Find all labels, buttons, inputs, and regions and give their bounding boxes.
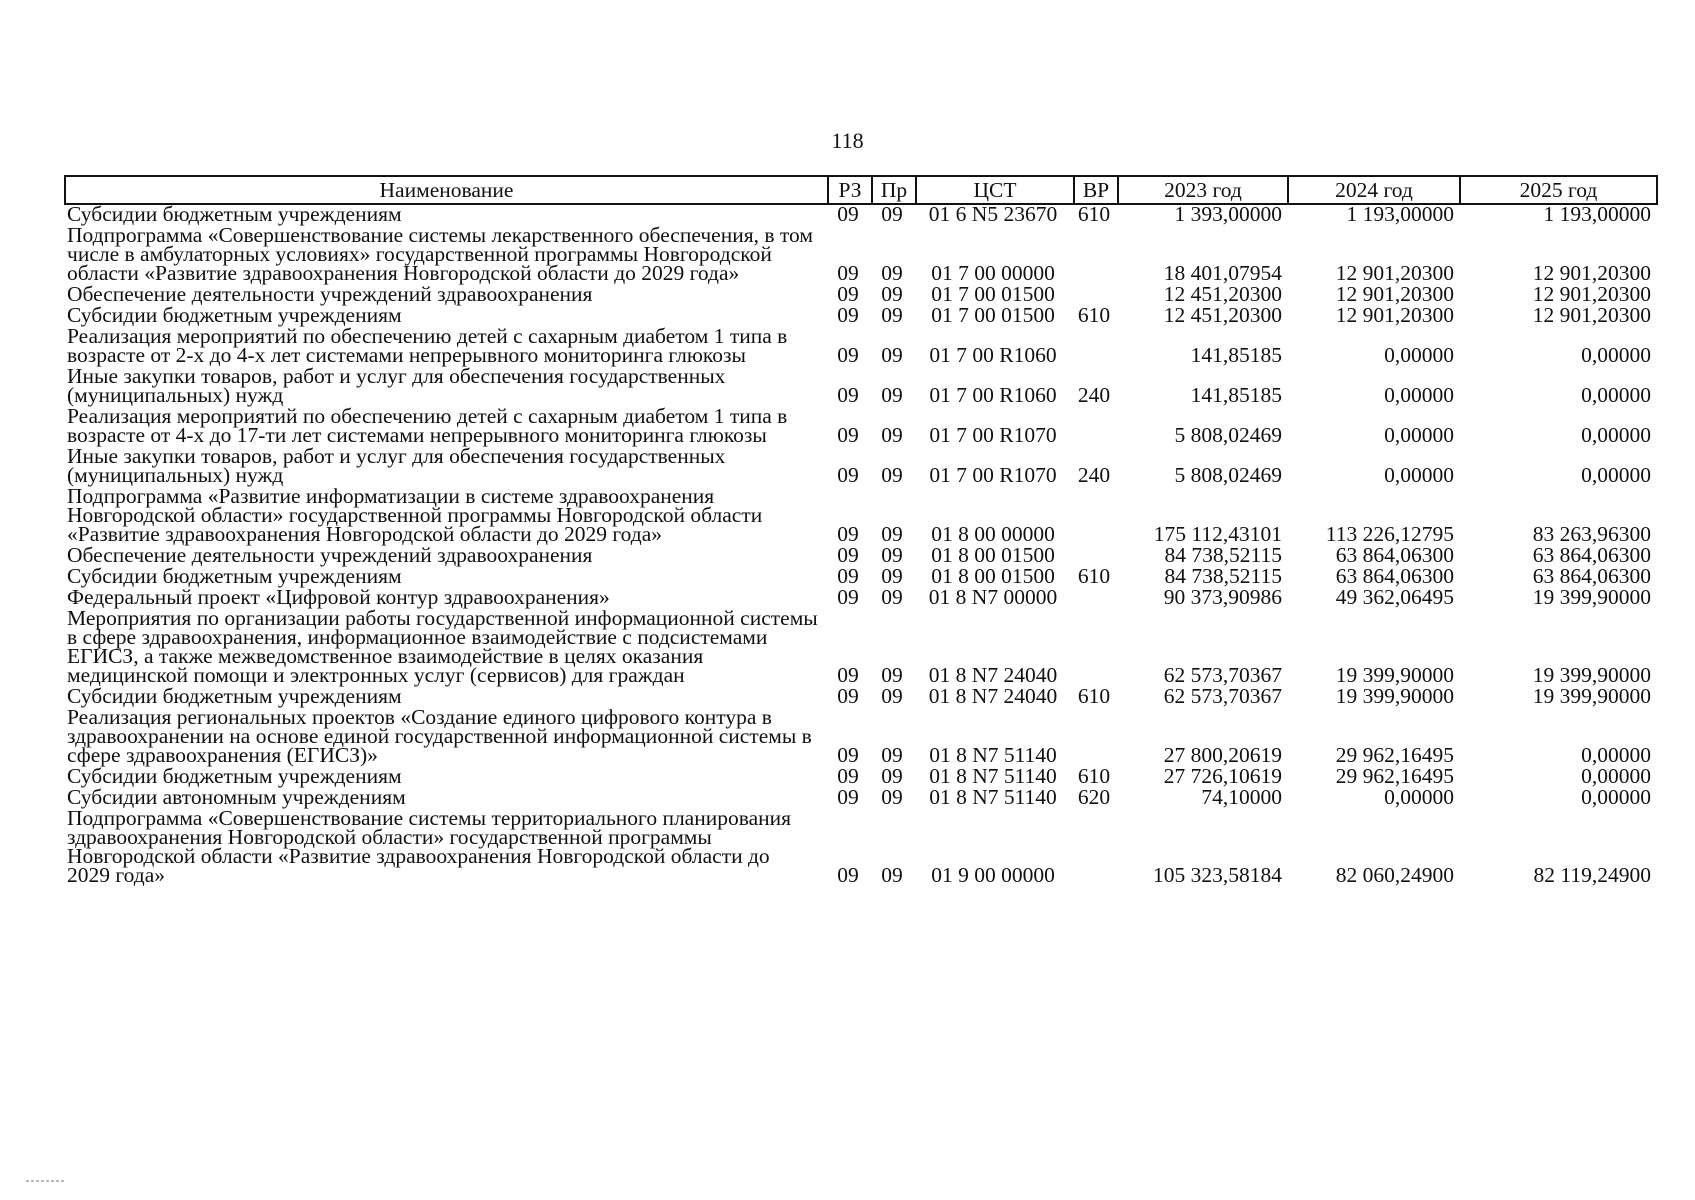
table-row [65,407,1657,447]
cell-cst: 01 8 N7 00000 [928,585,1058,609]
header-2025: 2025 год [1460,176,1657,204]
cell-2024: 0,00000 [1384,785,1454,809]
cell-2025: 0,00000 [1581,743,1651,767]
cell-rz: 09 [837,543,859,567]
cell-2024: 82 060,24900 [1335,863,1454,887]
cell-cst: 01 8 N7 51140 [929,764,1057,788]
cell-2025: 63 864,06300 [1532,543,1651,567]
cell-vr [1074,327,1118,367]
cell-vr: 610 [1077,764,1111,788]
cell-2024: 49 362,06495 [1335,585,1454,609]
cell-rz: 09 [837,383,859,407]
cell-name: Мероприятия по организации работы государственной информационной системы в сфере здравоохранения, информационное взаимодействие с подсистемами ЕГИСЗ, а также межведомственное взаимодействие в целях оказания медицинской помощи и электронных услуг (сервисов) для граждан [67,606,818,687]
cell-2023: 141,85185 [1190,343,1282,367]
header-2024: 2024 год [1288,176,1460,204]
cell-rz: 09 [837,764,859,788]
cell-cst: 01 8 00 00000 [931,522,1055,546]
cell-rz: 09 [837,743,859,767]
cell-rz: 09 [837,303,859,327]
cell-2025: 63 864,06300 [1532,564,1651,588]
header-name: Наименование [65,176,828,204]
cell-2023: 175 112,43101 [1153,522,1282,546]
cell-pr: 09 [881,522,903,546]
cell-name: Подпрограмма «Совершенствование системы лекарственного обеспечения, в том числе в амбулаторных условиях» государственной программы Новгородской области «Развитие здравоохранения Новгородской области до 2029 года» [67,223,813,285]
cell-vr [1074,407,1118,447]
table-row [65,487,1657,546]
cell-2025: 0,00000 [1581,343,1651,367]
cell-2023: 141,85185 [1190,383,1282,407]
cell-cst: 01 8 N7 24040 [928,663,1058,687]
cell-pr: 09 [881,282,903,306]
cell-pr: 09 [881,423,903,447]
cell-vr: 240 [1077,463,1111,487]
cell-2024: 63 864,06300 [1335,543,1454,567]
cell-2024: 0,00000 [1384,383,1454,407]
cell-vr [1074,809,1118,887]
cell-2023: 105 323,58184 [1153,863,1282,887]
cell-2025: 0,00000 [1581,463,1651,487]
header-rz: РЗ [828,176,872,204]
header-vr: ВР [1074,176,1118,204]
cell-vr: 620 [1077,785,1111,809]
cell-cst: 01 8 00 01500 [931,564,1055,588]
cell-2023: 5 808,02469 [1174,463,1282,487]
cell-vr: 610 [1077,303,1111,327]
table-row [65,708,1657,767]
cell-cst: 01 8 N7 51140 [929,785,1057,809]
cell-2024: 113 226,12795 [1325,522,1454,546]
cell-2023: 62 573,70367 [1163,684,1282,708]
cell-vr [1074,609,1118,687]
cell-2025: 0,00000 [1581,423,1651,447]
cell-2023: 27 800,20619 [1163,743,1282,767]
cell-pr: 09 [881,564,903,588]
cell-pr: 09 [881,343,903,367]
cell-cst: 01 7 00 01500 [931,282,1055,306]
cell-2024: 12 901,20300 [1335,303,1454,327]
cell-vr [1074,487,1118,546]
cell-vr: 610 [1077,202,1111,226]
cell-cst: 01 7 00 R1060 [929,343,1057,367]
cell-pr: 09 [881,303,903,327]
cell-2024: 63 864,06300 [1335,564,1454,588]
cell-2023: 12 451,20300 [1163,282,1282,306]
cell-name: Субсидии бюджетным учреждениям [67,303,402,327]
cell-2025: 19 399,90000 [1532,585,1651,609]
cell-2024: 29 962,16495 [1335,764,1454,788]
cell-pr: 09 [881,663,903,687]
cell-pr: 09 [881,383,903,407]
cell-name: Реализация региональных проектов «Создание единого цифрового контура в здравоохранении на основе единой государственной информационной системы в сфере здравоохранения (ЕГИСЗ)» [67,705,812,767]
cell-2023: 12 451,20300 [1163,303,1282,327]
cell-cst: 01 6 N5 23670 [928,202,1058,226]
cell-name: Субсидии автономным учреждениям [67,785,406,809]
cell-rz: 09 [837,282,859,306]
cell-2024: 0,00000 [1384,463,1454,487]
cell-rz: 09 [837,463,859,487]
cell-rz: 09 [837,261,859,285]
cell-vr: 610 [1077,564,1111,588]
cell-vr: 240 [1077,383,1111,407]
cell-pr: 09 [881,585,903,609]
cell-name: Субсидии бюджетным учреждениям [67,564,402,588]
table-header-row [65,176,1657,204]
cell-2023: 27 726,10619 [1163,764,1282,788]
cell-2025: 12 901,20300 [1532,303,1651,327]
table-body [65,204,1657,887]
cell-2025: 19 399,90000 [1532,684,1651,708]
table-row [65,327,1657,367]
cell-2023: 1 393,00000 [1174,202,1282,226]
cell-name: Подпрограмма «Развитие информатизации в системе здравоохранения Новгородской области» государственной программы Новгородской области «Развитие здравоохранения Новгородской области до 2029 года» [67,484,763,546]
cell-rz: 09 [837,522,859,546]
cell-2025: 12 901,20300 [1532,261,1651,285]
cell-2024: 0,00000 [1384,423,1454,447]
cell-name: Иные закупки товаров, работ и услуг для обеспечения государственных (муниципальных) нужд [67,364,726,407]
cell-vr [1074,226,1118,285]
table-row [65,447,1657,487]
cell-cst: 01 8 N7 51140 [929,743,1057,767]
cell-pr: 09 [881,684,903,708]
cell-2024: 0,00000 [1384,343,1454,367]
cell-name: Иные закупки товаров, работ и услуг для обеспечения государственных (муниципальных) нужд [67,444,726,487]
cell-pr: 09 [881,785,903,809]
header-pr: Пр [872,176,916,204]
cell-2025: 0,00000 [1581,383,1651,407]
cell-2025: 19 399,90000 [1532,663,1651,687]
cell-vr [1074,708,1118,767]
cell-rz: 09 [837,785,859,809]
cell-rz: 09 [837,684,859,708]
cell-name: Реализация мероприятий по обеспечению детей с сахарным диабетом 1 типа в возрасте от 2-х до 4-х лет системами непрерывного мониторинга глюкозы [67,324,788,367]
cell-cst: 01 7 00 R1070 [929,463,1057,487]
cell-rz: 09 [837,585,859,609]
cell-2023: 84 738,52115 [1164,543,1282,567]
cell-2025: 1 193,00000 [1543,202,1651,226]
header-2023: 2023 год [1118,176,1288,204]
cell-pr: 09 [881,261,903,285]
header-cst: ЦСТ [916,176,1074,204]
cell-rz: 09 [837,564,859,588]
cell-2024: 12 901,20300 [1335,282,1454,306]
cell-cst: 01 7 00 R1060 [929,383,1057,407]
cell-2023: 18 401,07954 [1163,261,1282,285]
cell-2025: 83 263,96300 [1532,522,1651,546]
cell-2025: 0,00000 [1581,785,1651,809]
cell-rz: 09 [837,423,859,447]
cell-rz: 09 [837,863,859,887]
cell-rz: 09 [837,663,859,687]
cell-2023: 74,10000 [1201,785,1282,809]
cell-2024: 19 399,90000 [1335,684,1454,708]
cell-cst: 01 8 00 01500 [931,543,1055,567]
page-number: 118 [831,128,864,153]
cell-pr: 09 [881,863,903,887]
cell-2025: 82 119,24900 [1533,863,1651,887]
table-row [65,809,1657,887]
cell-2023: 90 373,90986 [1163,585,1282,609]
cell-2023: 84 738,52115 [1164,564,1282,588]
cell-cst: 01 7 00 00000 [931,261,1055,285]
cell-name: Подпрограмма «Совершенствование системы территориального планирования здравоохранения Новгородской области» государственной программы Новгородской области «Развитие здравоохранения Новгородской области до 2029 года» [67,806,792,887]
cell-name: Обеспечение деятельности учреждений здравоохранения [67,282,593,306]
cell-name: Субсидии бюджетным учреждениям [67,764,402,788]
cell-pr: 09 [881,743,903,767]
cell-name: Реализация мероприятий по обеспечению детей с сахарным диабетом 1 типа в возрасте от 4-х до 17-ти лет системами непрерывного мониторинга глюкозы [67,404,788,447]
cell-2023: 62 573,70367 [1163,663,1282,687]
cell-2023: 5 808,02469 [1174,423,1282,447]
cell-2024: 1 193,00000 [1346,202,1454,226]
table-row [65,609,1657,687]
cell-vr [1074,588,1118,609]
budget-table [64,175,1658,887]
cell-name: Федеральный проект «Цифровой контур здравоохранения» [67,585,610,609]
cell-pr: 09 [881,764,903,788]
cell-cst: 01 7 00 R1070 [929,423,1057,447]
cell-2024: 19 399,90000 [1335,663,1454,687]
cell-vr: 610 [1077,684,1111,708]
scan-mark [26,1180,66,1182]
cell-name: Обеспечение деятельности учреждений здравоохранения [67,543,593,567]
cell-cst: 01 9 00 00000 [931,863,1055,887]
cell-pr: 09 [881,202,903,226]
cell-cst: 01 7 00 01500 [931,303,1055,327]
cell-pr: 09 [881,463,903,487]
cell-rz: 09 [837,202,859,226]
cell-2024: 12 901,20300 [1335,261,1454,285]
cell-pr: 09 [881,543,903,567]
cell-2025: 12 901,20300 [1532,282,1651,306]
table-row [65,226,1657,285]
cell-2024: 29 962,16495 [1335,743,1454,767]
cell-rz: 09 [837,343,859,367]
cell-2025: 0,00000 [1581,764,1651,788]
table-row [65,367,1657,407]
cell-name: Субсидии бюджетным учреждениям [67,202,402,226]
cell-name: Субсидии бюджетным учреждениям [67,684,402,708]
cell-cst: 01 8 N7 24040 [928,684,1058,708]
